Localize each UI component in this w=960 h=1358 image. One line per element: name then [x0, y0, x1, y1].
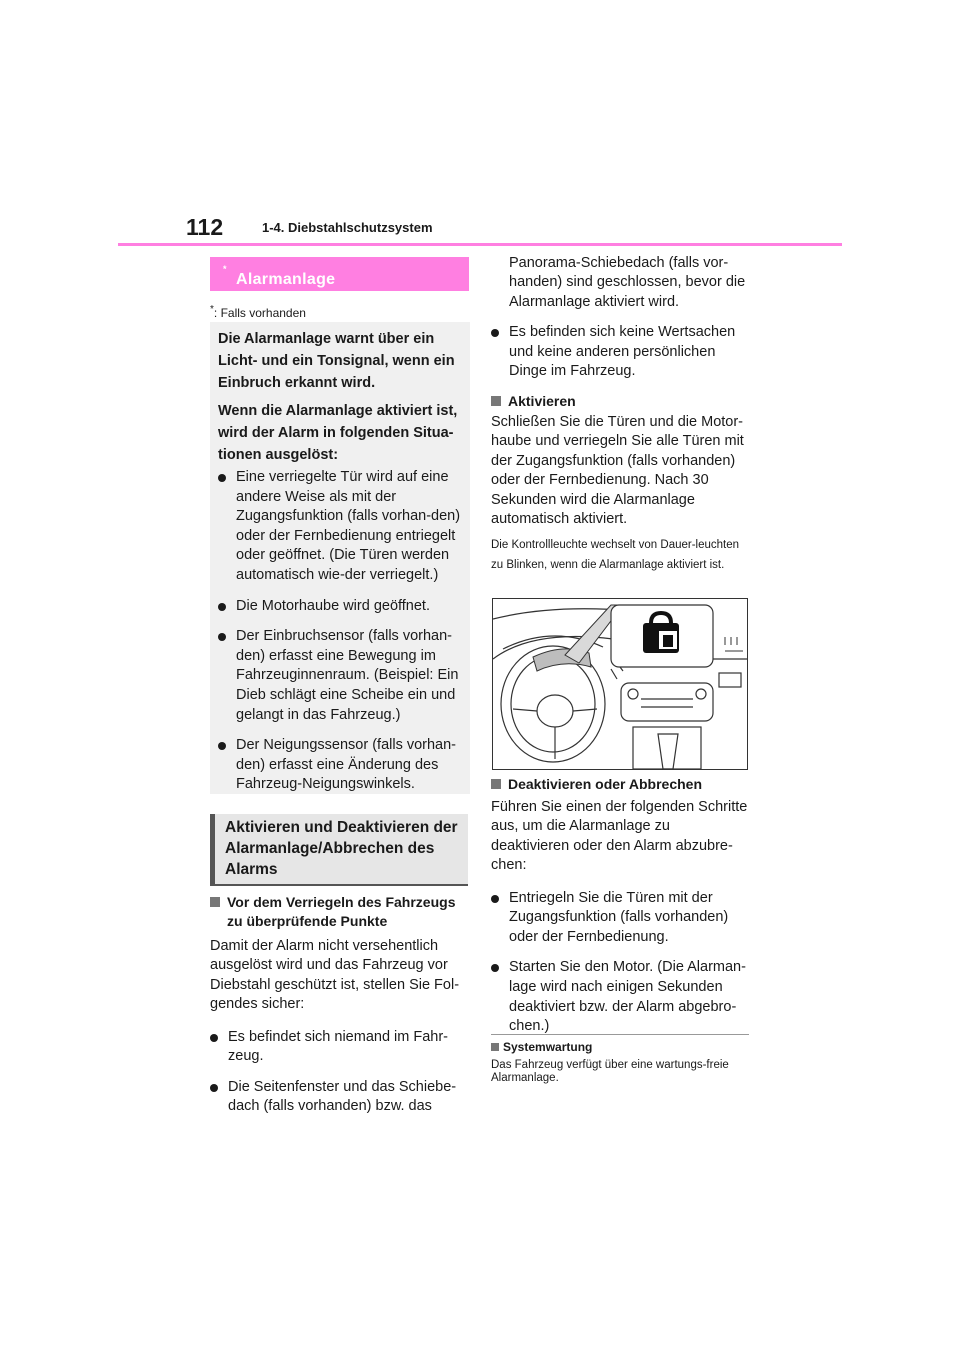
alarm-title: Alarmanlage [236, 271, 336, 288]
right-column-top [491, 254, 749, 575]
trigger-list [218, 468, 463, 806]
list-item-text: Der Neigungssensor (falls vorhan-den) erfasst eine Änderung des Fahrzeug-Neigungswinkels. [236, 737, 457, 793]
subheading-text: Aktivieren [508, 393, 576, 409]
deactivate-list [491, 889, 749, 1037]
list-item-text: Es befindet sich niemand im Fahr-zeug. [228, 1028, 449, 1065]
bullet-dot-icon [218, 742, 226, 750]
activate-text: Schließen Sie die Türen und die Motor-haube und verriegeln Sie alle Türen mit der Zugangsfunktion (falls vorhanden) oder der Fernbedienung. Nach 30 Sekunden wird die Alarmanlage automatisch aktiviert. [491, 414, 744, 528]
list-item [218, 627, 463, 725]
footnote [210, 304, 306, 320]
maintenance-heading [491, 1040, 592, 1054]
list-item-text: Starten Sie den Motor. (Die Alarman-lage wird nach einigen Sekunden deaktiviert bzw. der Alarm abgebro-chen.) [509, 959, 746, 1035]
list-item-text: Die Seitenfenster und das Schiebe-dach (falls vorhanden) bzw. das [228, 1078, 457, 1115]
subheading-text: Vor dem Verriegeln des Fahrzeugs zu überprüfende Punkte [227, 894, 456, 929]
bullet-dot-icon [218, 633, 226, 641]
list-item [210, 1078, 470, 1117]
footnote-text: : Falls vorhanden [213, 306, 306, 320]
footnote-marker: * [210, 304, 214, 315]
bullet-dot-icon [218, 603, 226, 611]
bullet-dot-icon [218, 474, 226, 482]
list-item [218, 736, 463, 795]
page-number: 112 [186, 214, 224, 240]
maintenance-heading-text: Systemwartung [503, 1040, 593, 1054]
list-item [491, 889, 749, 948]
maintenance-divider [491, 1034, 749, 1035]
list-item [491, 958, 749, 1036]
list-item [218, 468, 463, 586]
alarm-info-box [210, 322, 470, 794]
alarm-title-box [210, 257, 469, 291]
section-heading-text: Aktivieren und Deaktivieren der Alarmanlage/Abbrechen des Alarms [225, 819, 458, 878]
header-rule [118, 243, 842, 246]
intro-paragraph-1: Die Alarmanlage warnt über ein Licht- und ein Tonsignal, wenn ein Einbruch erkannt wird. [218, 331, 455, 391]
list-item-text: Entriegeln Sie die Türen mit der Zugangsfunktion (falls vorhanden) oder der Fernbedienung. [509, 889, 729, 945]
square-marker-icon [210, 897, 220, 907]
list-item-text: Es befinden sich keine Wertsachen und keine anderen persönlichen Dinge im Fahrzeug. [509, 324, 736, 380]
section-title: 1-4. Diebstahlschutzsystem [262, 220, 433, 235]
list-item-text: Der Einbruchsensor (falls vorhan-den) erfasst eine Bewegung im Fahrzeuginnenraum. (Beispiel: Ein Dieb schlägt eine Scheibe ein und gelangt in das Fahrzeug.) [236, 628, 459, 723]
maintenance-text: Das Fahrzeug verfügt über eine wartungs-freie Alarmanlage. [491, 1059, 729, 1084]
square-marker-icon [491, 396, 501, 406]
section-heading-activate-deactivate [210, 814, 468, 886]
bullet-dot-icon [491, 329, 499, 337]
subheading-deactivate [491, 775, 749, 794]
square-marker-icon [491, 1043, 499, 1051]
square-marker-icon [491, 779, 501, 789]
bullet-dot-icon [210, 1034, 218, 1042]
intro-paragraph-2: Wenn die Alarmanlage aktiviert ist, wird der Alarm in folgenden Situa-tionen ausgelöst: [218, 403, 458, 463]
bullet-dot-icon [491, 964, 499, 972]
check-list-continued [491, 323, 749, 382]
list-item-text: Die Motorhaube wird geöffnet. [236, 597, 430, 614]
subheading-before-locking [210, 893, 470, 931]
list-item [218, 597, 463, 617]
continued-list-text [491, 254, 749, 312]
list-item [491, 323, 749, 382]
continued-text: Panorama-Schiebedach (falls vor-handen) sind geschlossen, bevor die Alarmanlage aktiviert wird. [509, 255, 746, 310]
activate-note: Die Kontrollleuchte wechselt von Dauer-leuchten zu Blinken, wenn die Alarmanlage aktiviert ist. [491, 539, 740, 572]
dashboard-illustration [492, 598, 748, 770]
list-item-text: Eine verriegelte Tür wird auf eine andere Weise als mit der Zugangsfunktion (falls vorhan-den) oder der Fernbedienung entriegelt oder geöffnet. (Die Türen werden automatisch wie-der verriegelt.) [236, 469, 461, 583]
bullet-dot-icon [491, 895, 499, 903]
dashboard-svg [493, 599, 747, 769]
before-locking-text: Damit der Alarm nicht versehentlich ausgelöst wird und das Fahrzeug vor Diebstahl geschützt ist, stellen Sie Fol-gendes sicher: [210, 938, 460, 1013]
alarm-title-marker: * [223, 264, 227, 274]
before-locking-section [210, 893, 470, 1128]
check-list [210, 1028, 470, 1117]
subheading-text: Deaktivieren oder Abbrechen [508, 776, 702, 792]
deactivate-text: Führen Sie einen der folgenden Schritte aus, um die Alarmanlage zu deaktivieren oder den Alarm abzubre-chen: [491, 799, 748, 874]
bullet-dot-icon [210, 1084, 218, 1092]
subheading-activate [491, 392, 749, 411]
deactivate-section [491, 775, 749, 1048]
list-item [210, 1028, 470, 1067]
